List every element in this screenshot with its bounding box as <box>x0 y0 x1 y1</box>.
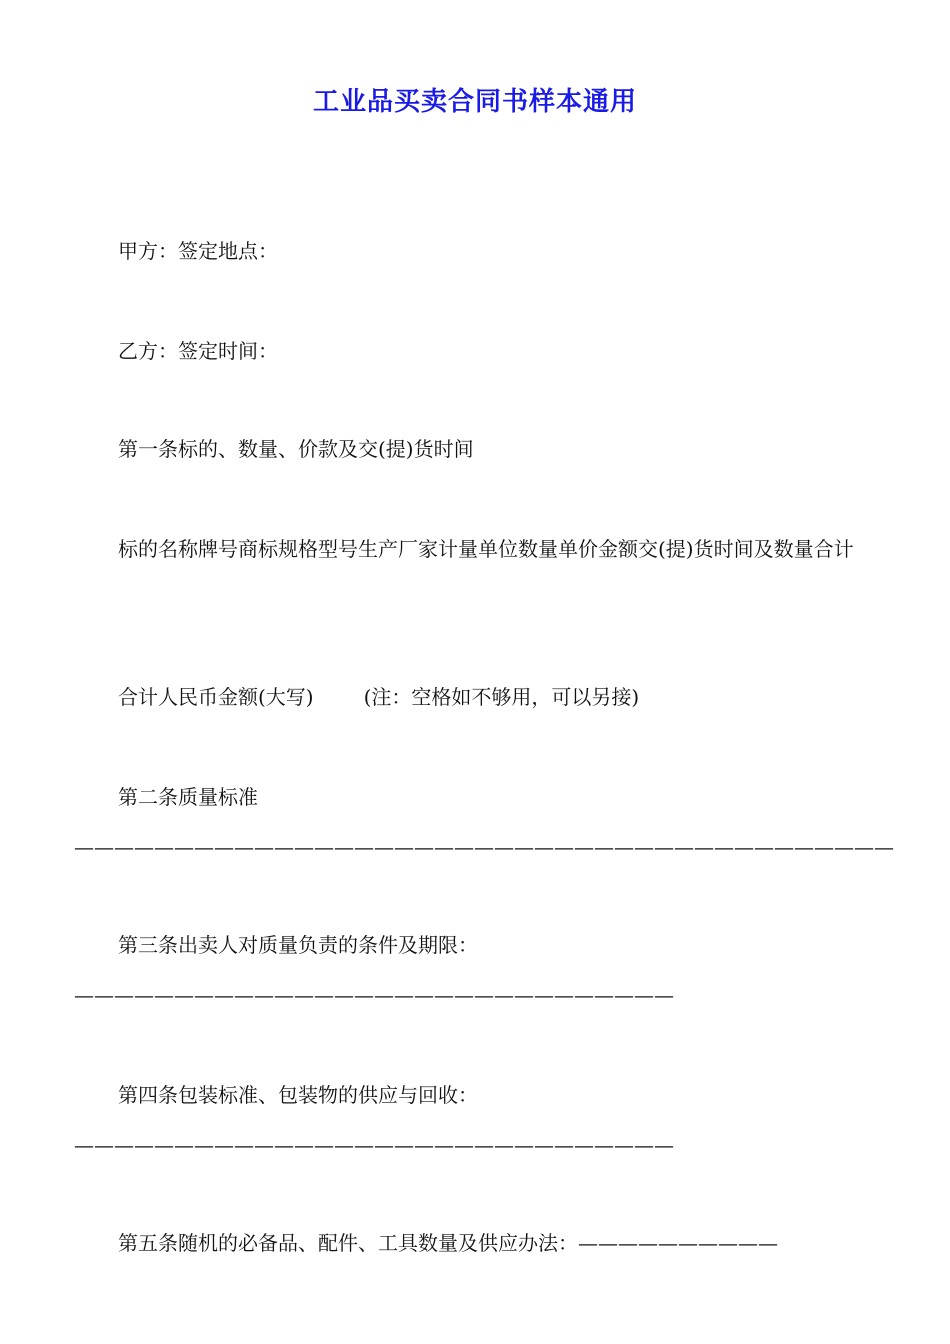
total-amount-note: (注：空格如不够用，可以另接) <box>363 685 640 709</box>
total-amount-label: 合计人民币金额(大写) <box>118 685 314 709</box>
article-4-line: 第四条包装标准、包装物的供应与回收：—————————————————————————————— <box>74 1083 674 1157</box>
party-a-line: 甲方：签定地点： <box>118 239 278 263</box>
total-amount-line <box>74 672 878 722</box>
document-title: 工业品买卖合同书样本通用 <box>312 87 637 117</box>
party-b-line: 乙方：签定时间： <box>118 339 278 363</box>
article-5-line: 第五条随机的必备品、配件、工具数量及供应办法：—————————— <box>118 1231 778 1255</box>
article-2-line: 第二条质量标准————————————————————————————————————————— <box>74 785 894 859</box>
article-3-line: 第三条出卖人对质量负责的条件及期限：—————————————————————————————— <box>74 933 674 1007</box>
article-1-heading: 第一条标的、数量、价款及交(提)货时间 <box>118 437 474 461</box>
table-header-text: 标的名称牌号商标规格型号生产厂家计量单位数量单价金额交(提)货时间及数量合计 <box>118 537 854 561</box>
